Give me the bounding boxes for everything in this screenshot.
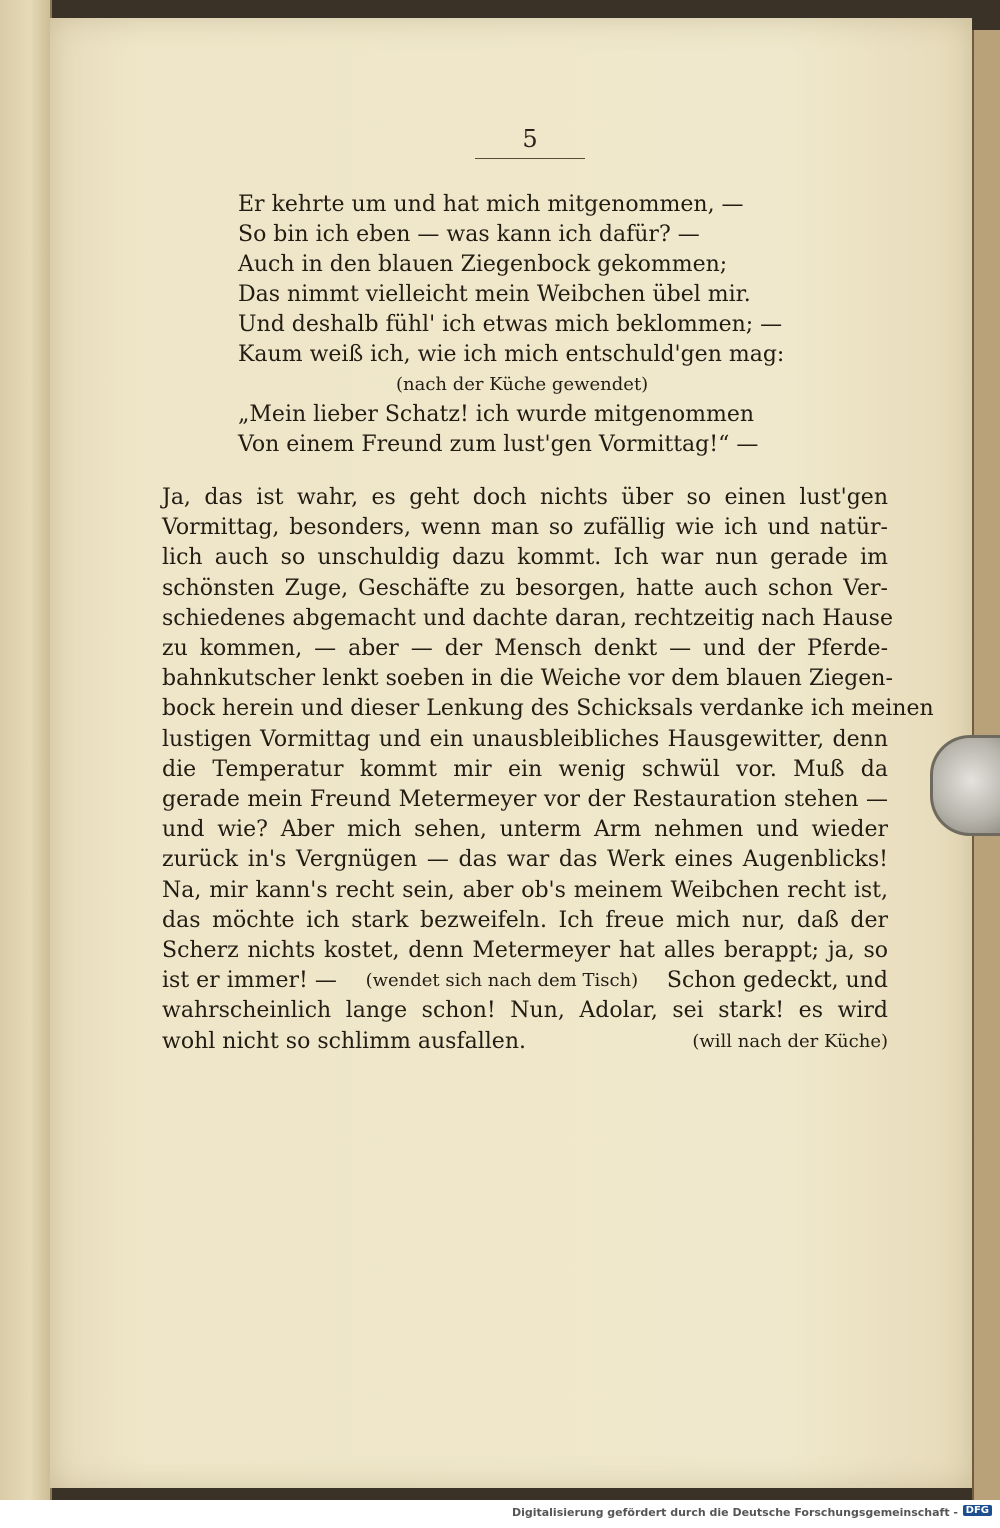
prose-line: lustigen Vormittag und ein unausbleibliches Hausgewitter, denn [162,726,888,752]
prose-line: bock herein und dieser Lenkung des Schicksals verdanke ich meinen [162,696,934,722]
prose-line: wahrscheinlich lange schon! Nun, Adolar, sei stark! es wird [162,998,888,1024]
prose-line: gerade mein Freund Metermeyer vor der Restauration stehen — [162,787,888,813]
page-number: 5 [522,125,538,153]
verse-line: Er kehrte um und hat mich mitgenommen, — [238,192,744,217]
prose-line: zu kommen, — aber — der Mensch denkt — und der Pferde- [162,636,888,662]
prose-line: Scherz nichts kostet, denn Metermeyer hat alles berappt; ja, so [162,938,888,964]
verse-block [238,190,798,460]
verse-line: „Mein lieber Schatz! ich wurde mitgenommen [238,402,755,427]
stage-direction: (nach der Küche gewendet) [396,374,649,395]
prose-line [162,1027,888,1057]
funding-credit: Digitalisierung gefördert durch die Deutsche Forschungsgemeinschaft - [511,1506,958,1519]
verse-line: Kaum weiß ich, wie ich mich entschuld'gen mag: [238,342,785,367]
prose-line: das möchte ich stark bezweifeln. Ich freue mich nur, daß der [162,907,888,933]
prose-line: Vormittag, besonders, wenn man so zufällig wie ich und natür- [162,515,888,541]
prose-line: Ja, das ist wahr, es geht doch nichts über so einen lust'gen [162,485,888,510]
dfg-logo: DFG [963,1505,992,1516]
stage-direction: (will nach der Küche) [692,1030,888,1052]
page-clip [930,735,1000,836]
verse-line: Von einem Freund zum lust'gen Vormittag!“ — [238,432,759,457]
prose-block [162,483,934,1057]
verse-line: So bin ich eben — was kann ich dafür? — [238,222,700,247]
prose-segment: Schon gedeckt, und [666,968,888,994]
footer-bar [0,1500,1000,1528]
stage-direction: (wendet sich nach dem Tisch) [365,970,639,992]
verse-line: Auch in den blauen Ziegenbock gekommen; [238,252,728,277]
prose-line: Na, mir kann's recht sein, aber ob's meinem Weibchen recht ist, [162,877,888,903]
prose-segment: wohl nicht so schlimm ausfallen. [162,1028,526,1054]
left-page-edge [0,0,52,1500]
verse-line: Das nimmt vielleicht mein Weibchen übel mir. [238,282,751,307]
verse-line: Und deshalb fühl' ich etwas mich beklommen; — [238,312,783,337]
prose-line: bahnkutscher lenkt soeben in die Weiche vor dem blauen Ziegen- [162,666,893,692]
page-number-rule [475,158,585,159]
prose-segment: ist er immer! — [162,968,337,994]
prose-line [162,966,888,996]
prose-line: schönsten Zuge, Geschäfte zu besorgen, hatte auch schon Ver- [162,575,888,601]
prose-line: lich auch so unschuldig dazu kommt. Ich war nun gerade im [162,545,888,571]
prose-line: schiedenes abgemacht und dachte daran, rechtzeitig nach Hause [162,605,893,631]
prose-line: die Temperatur kommt mir ein wenig schwül vor. Muß da [162,756,888,782]
prose-line: und wie? Aber mich sehen, unterm Arm nehmen und wieder [162,817,888,843]
prose-line: zurück in's Vergnügen — das war das Werk eines Augenblicks! [162,847,888,873]
